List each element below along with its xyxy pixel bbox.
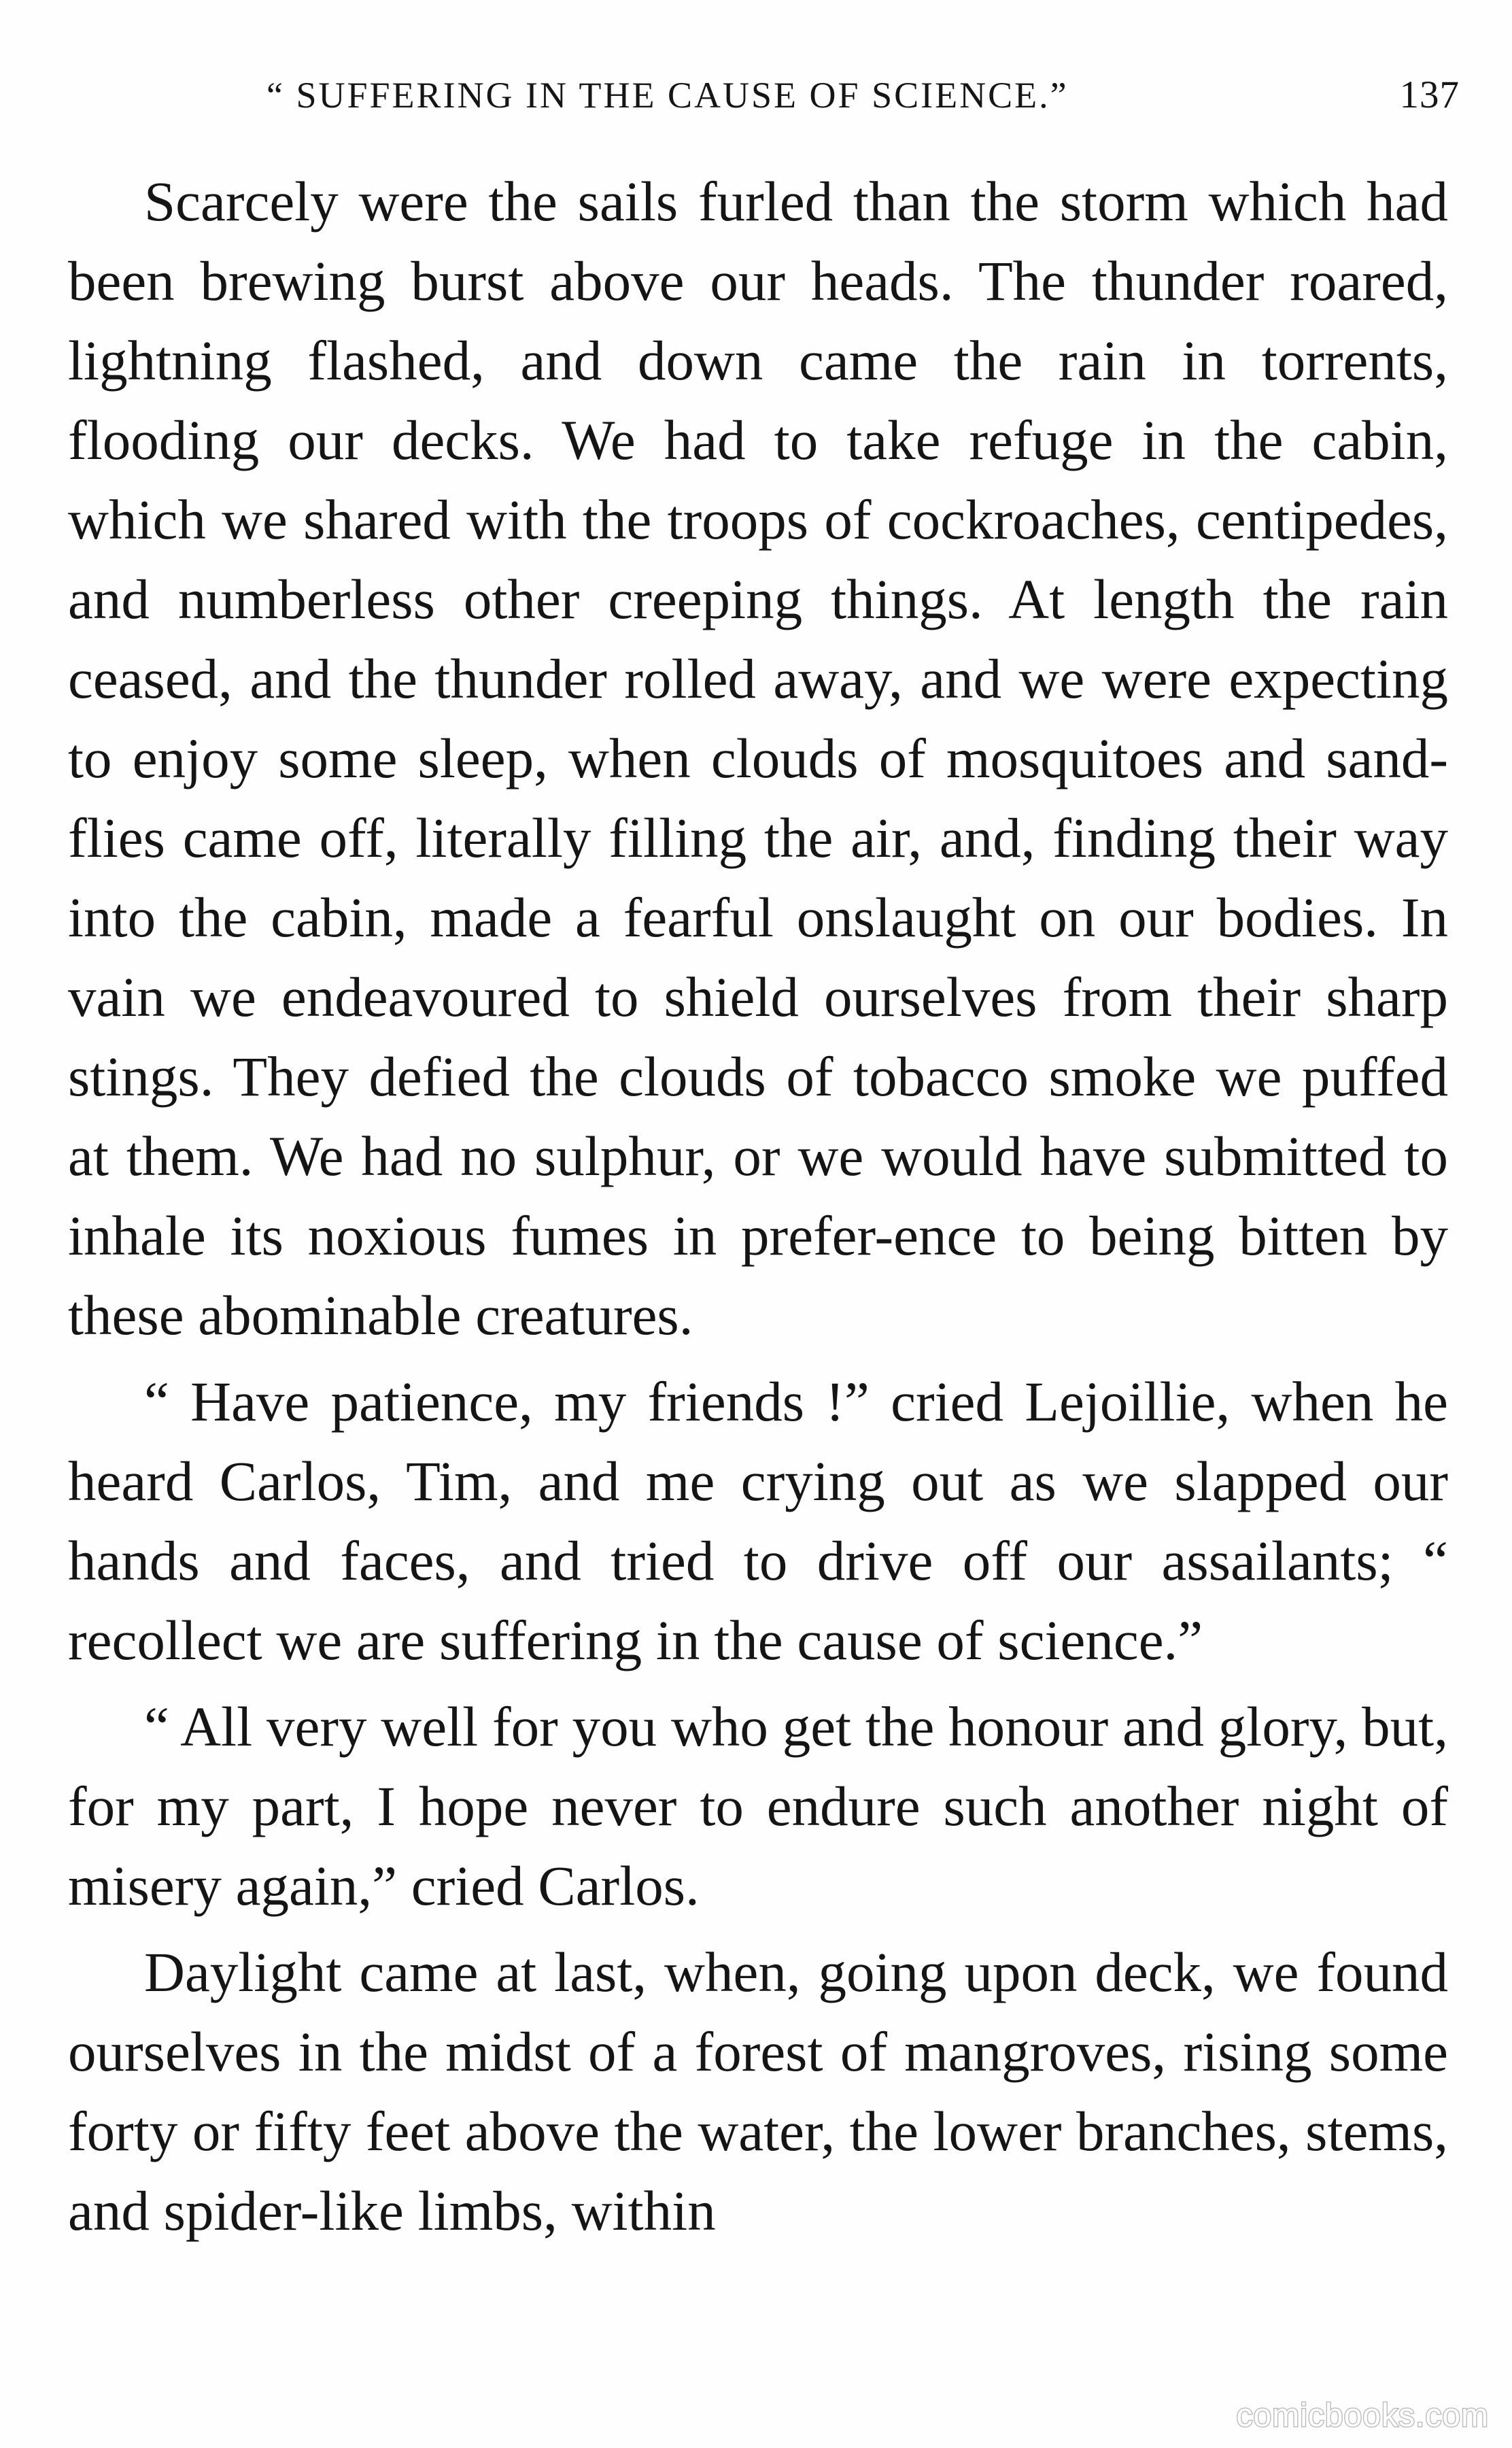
- body-text: [68, 162, 1448, 2251]
- watermark: comicbooks.com: [1236, 2398, 1489, 2434]
- running-title: “ SUFFERING IN THE CAUSE OF SCIENCE.”: [267, 75, 1069, 116]
- running-head: [267, 68, 1460, 122]
- page-number: 137: [1399, 73, 1460, 116]
- paragraph: Scarcely were the sails furled than the storm which had been brewing burst above our heads. The thunder roared, lightning flashed, and down came the rain in torrents, flooding our decks. We had to take refuge in the cabin, which we shared with the troops of cockroaches, centipedes, and numberless other creeping things. At length the rain ceased, and the thunder rolled away, and we were expecting to enjoy some sleep, when clouds of mosquitoes and sand-flies came off, literally filling the air, and, finding their way into the cabin, made a fearful onslaught on our bodies. In vain we endeavoured to shield ourselves from their sharp stings. They defied the clouds of tobacco smoke we puffed at them. We had no sulphur, or we would have submitted to inhale its noxious fumes in prefer-ence to being bitten by these abominable creatures.: [68, 170, 1448, 1346]
- paragraph: Daylight came at last, when, going upon deck, we found ourselves in the midst of a forest of mangroves, rising some forty or fifty feet above the water, the lower branches, stems, and spider-like limbs, within: [68, 1941, 1448, 2242]
- paragraph: “ Have patience, my friends !” cried Lejoillie, when he heard Carlos, Tim, and me crying out as we slapped our hands and faces, and tried to drive off our assailants; “ recollect we are suffering in the cause of science.”: [68, 1370, 1448, 1671]
- paragraph: “ All very well for you who get the honour and glory, but, for my part, I hope never to endure such another night of misery again,” cried Carlos.: [68, 1695, 1448, 1917]
